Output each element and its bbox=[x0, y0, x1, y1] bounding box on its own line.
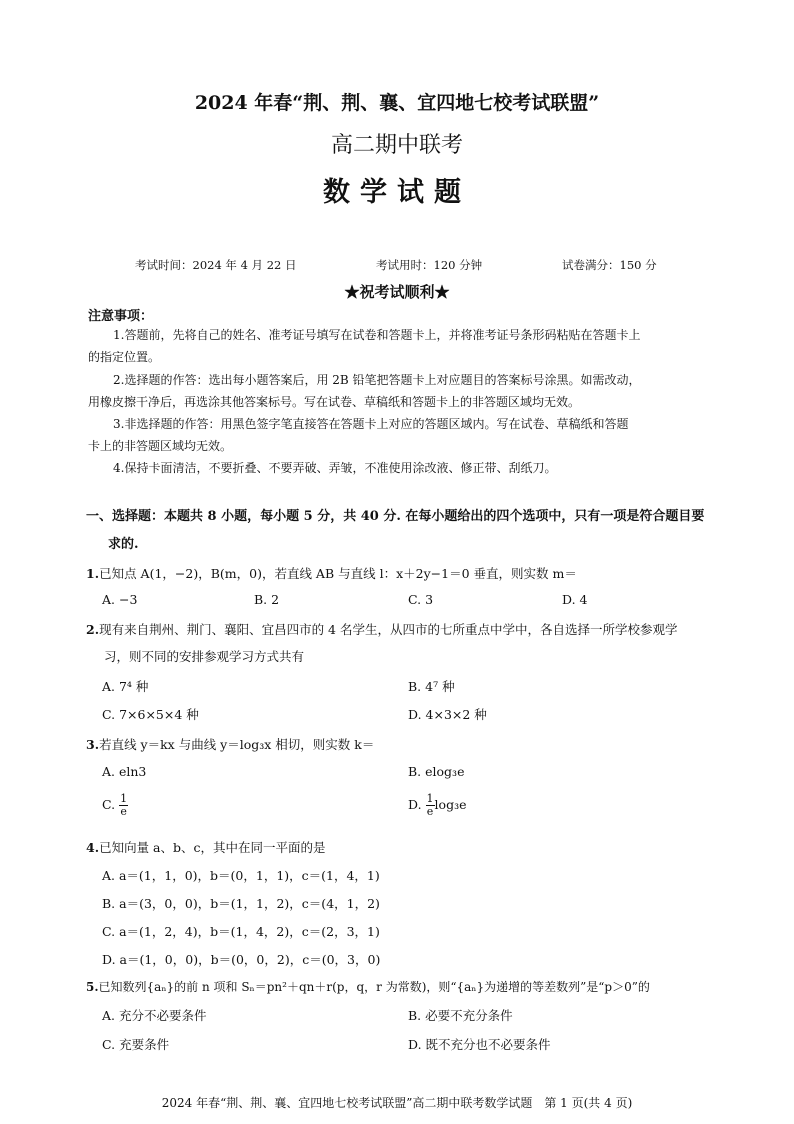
subject-title: 数学试题 bbox=[323, 177, 471, 208]
question-1 bbox=[86, 564, 577, 582]
exam-duration: 考试用时：120 分钟 bbox=[376, 258, 483, 272]
option-a: A. −3 bbox=[102, 592, 138, 607]
fraction-denominator: e bbox=[120, 805, 127, 818]
option-label: D. bbox=[408, 797, 422, 812]
note-line: 4.保持卡面清洁，不要折叠、不要弄破、弄皱，不准使用涂改液、修正带、刮纸刀。 bbox=[113, 461, 557, 475]
option-a: A. a＝(1，1，0)，b＝(0，1，1)，c＝(1，4，1) bbox=[102, 868, 380, 883]
note-line: 3.非选择题的作答：用黑色签字笔直接答在答题卡上对应的答题区域内。写在试卷、草稿纸和答题 bbox=[113, 417, 629, 431]
fraction-numerator: 1 bbox=[120, 792, 128, 805]
section-heading-cont: 求的. bbox=[108, 537, 139, 552]
exam-title: 2024 年春“荆、荆、襄、宜四地七校考试联盟” bbox=[194, 92, 600, 114]
option-d: D. 4×3×2 种 bbox=[408, 707, 487, 722]
option-a: A. 7⁴ 种 bbox=[102, 679, 149, 694]
exam-full-score: 试卷满分：150 分 bbox=[562, 258, 657, 272]
question-text: 若直线 y＝kx 与曲线 y＝log₃x 相切，则实数 k＝ bbox=[99, 737, 375, 752]
option-d: D. 既不充分也不必要条件 bbox=[408, 1037, 551, 1052]
note-line: 卡上的非答题区域均无效。 bbox=[88, 439, 233, 453]
question-number: 2. bbox=[86, 622, 100, 637]
note-line: 1.答题前，先将自己的姓名、准考证号填写在试卷和答题卡上，并将准考证号条形码粘贴在答题卡上 bbox=[113, 328, 641, 342]
exam-subtitle: 高二期中联考 bbox=[330, 133, 463, 158]
question-number: 4. bbox=[86, 840, 100, 855]
fraction-numerator: 1 bbox=[426, 792, 434, 805]
option-a: A. eln3 bbox=[102, 764, 147, 779]
question-number: 3. bbox=[86, 737, 100, 752]
question-number: 1. bbox=[86, 566, 100, 581]
note-line: 用橡皮擦干净后，再选涂其他答案标号。写在试卷、草稿纸和答题卡上的非答题区域均无效。 bbox=[88, 395, 581, 409]
question-number: 5. bbox=[86, 980, 99, 994]
option-c: C. a＝(1，2，4)，b＝(1，4，2)，c＝(2，3，1) bbox=[102, 924, 380, 939]
question-text: 已知数列{aₙ}的前 n 项和 Sₙ＝pn²＋qn＋r(p，q，r 为常数)，则“{aₙ}为递增的等差数列”是“p＞0”的 bbox=[98, 980, 650, 994]
fraction bbox=[426, 793, 435, 818]
option-b: B. 2 bbox=[254, 592, 280, 607]
exam-date: 考试时间：2024 年 4 月 22 日 bbox=[135, 258, 297, 272]
question-4 bbox=[86, 838, 326, 856]
option-d bbox=[408, 793, 466, 818]
option-b: B. elog₃e bbox=[408, 764, 465, 779]
note-line: 2.选择题的作答：选出每小题答案后，用 2B 铅笔把答题卡上对应题目的答案标号涂黑。如需改动， bbox=[113, 373, 641, 387]
option-suffix: log₃e bbox=[434, 797, 467, 812]
section-heading: 一、选择题：本题共 8 小题，每小题 5 分，共 40 分. 在每小题给出的四个选项中，只有一项是符合题目要 bbox=[86, 509, 705, 524]
option-b: B. 必要不充分条件 bbox=[408, 1008, 513, 1023]
question-text: 已知向量 a、b、c，其中在同一平面的是 bbox=[99, 840, 326, 855]
notes-heading: 注意事项： bbox=[88, 309, 154, 324]
option-c: C. 3 bbox=[408, 592, 434, 607]
fraction bbox=[119, 793, 128, 818]
question-text: 现有来自荆州、荆门、襄阳、宜昌四市的 4 名学生，从四市的七所重点中学中，各自选择一所学校参观学 bbox=[99, 622, 678, 637]
option-b: B. a＝(3，0，0)，b＝(1，1，2)，c＝(4，1，2) bbox=[102, 896, 380, 911]
option-a: A. 充分不必要条件 bbox=[102, 1008, 207, 1023]
question-2 bbox=[86, 620, 677, 638]
option-label: C. bbox=[102, 797, 116, 812]
option-c: C. 7×6×5×4 种 bbox=[102, 707, 199, 722]
fraction-denominator: e bbox=[426, 805, 434, 818]
option-d: D. a＝(1，0，0)，b＝(0，0，2)，c＝(0，3，0) bbox=[102, 952, 381, 967]
option-c: C. 充要条件 bbox=[102, 1037, 170, 1052]
option-d: D. 4 bbox=[562, 592, 588, 607]
good-luck-banner: ★祝考试顺利★ bbox=[344, 283, 450, 301]
option-b: B. 4⁷ 种 bbox=[408, 679, 455, 694]
note-line: 的指定位置。 bbox=[88, 350, 161, 364]
page-footer: 2024 年春“荆、荆、襄、宜四地七校考试联盟”高二期中联考数学试题 第 1 页(共 4 页) bbox=[161, 1096, 633, 1110]
option-c bbox=[102, 793, 128, 818]
question-text-cont: 习，则不同的安排参观学习方式共有 bbox=[104, 649, 305, 664]
question-text: 已知点 A(1，−2)，B(m，0)，若直线 AB 与直线 l：x＋2y−1＝0 垂直，则实数 m＝ bbox=[99, 566, 577, 581]
question-3 bbox=[86, 735, 374, 753]
question-5 bbox=[86, 978, 650, 995]
